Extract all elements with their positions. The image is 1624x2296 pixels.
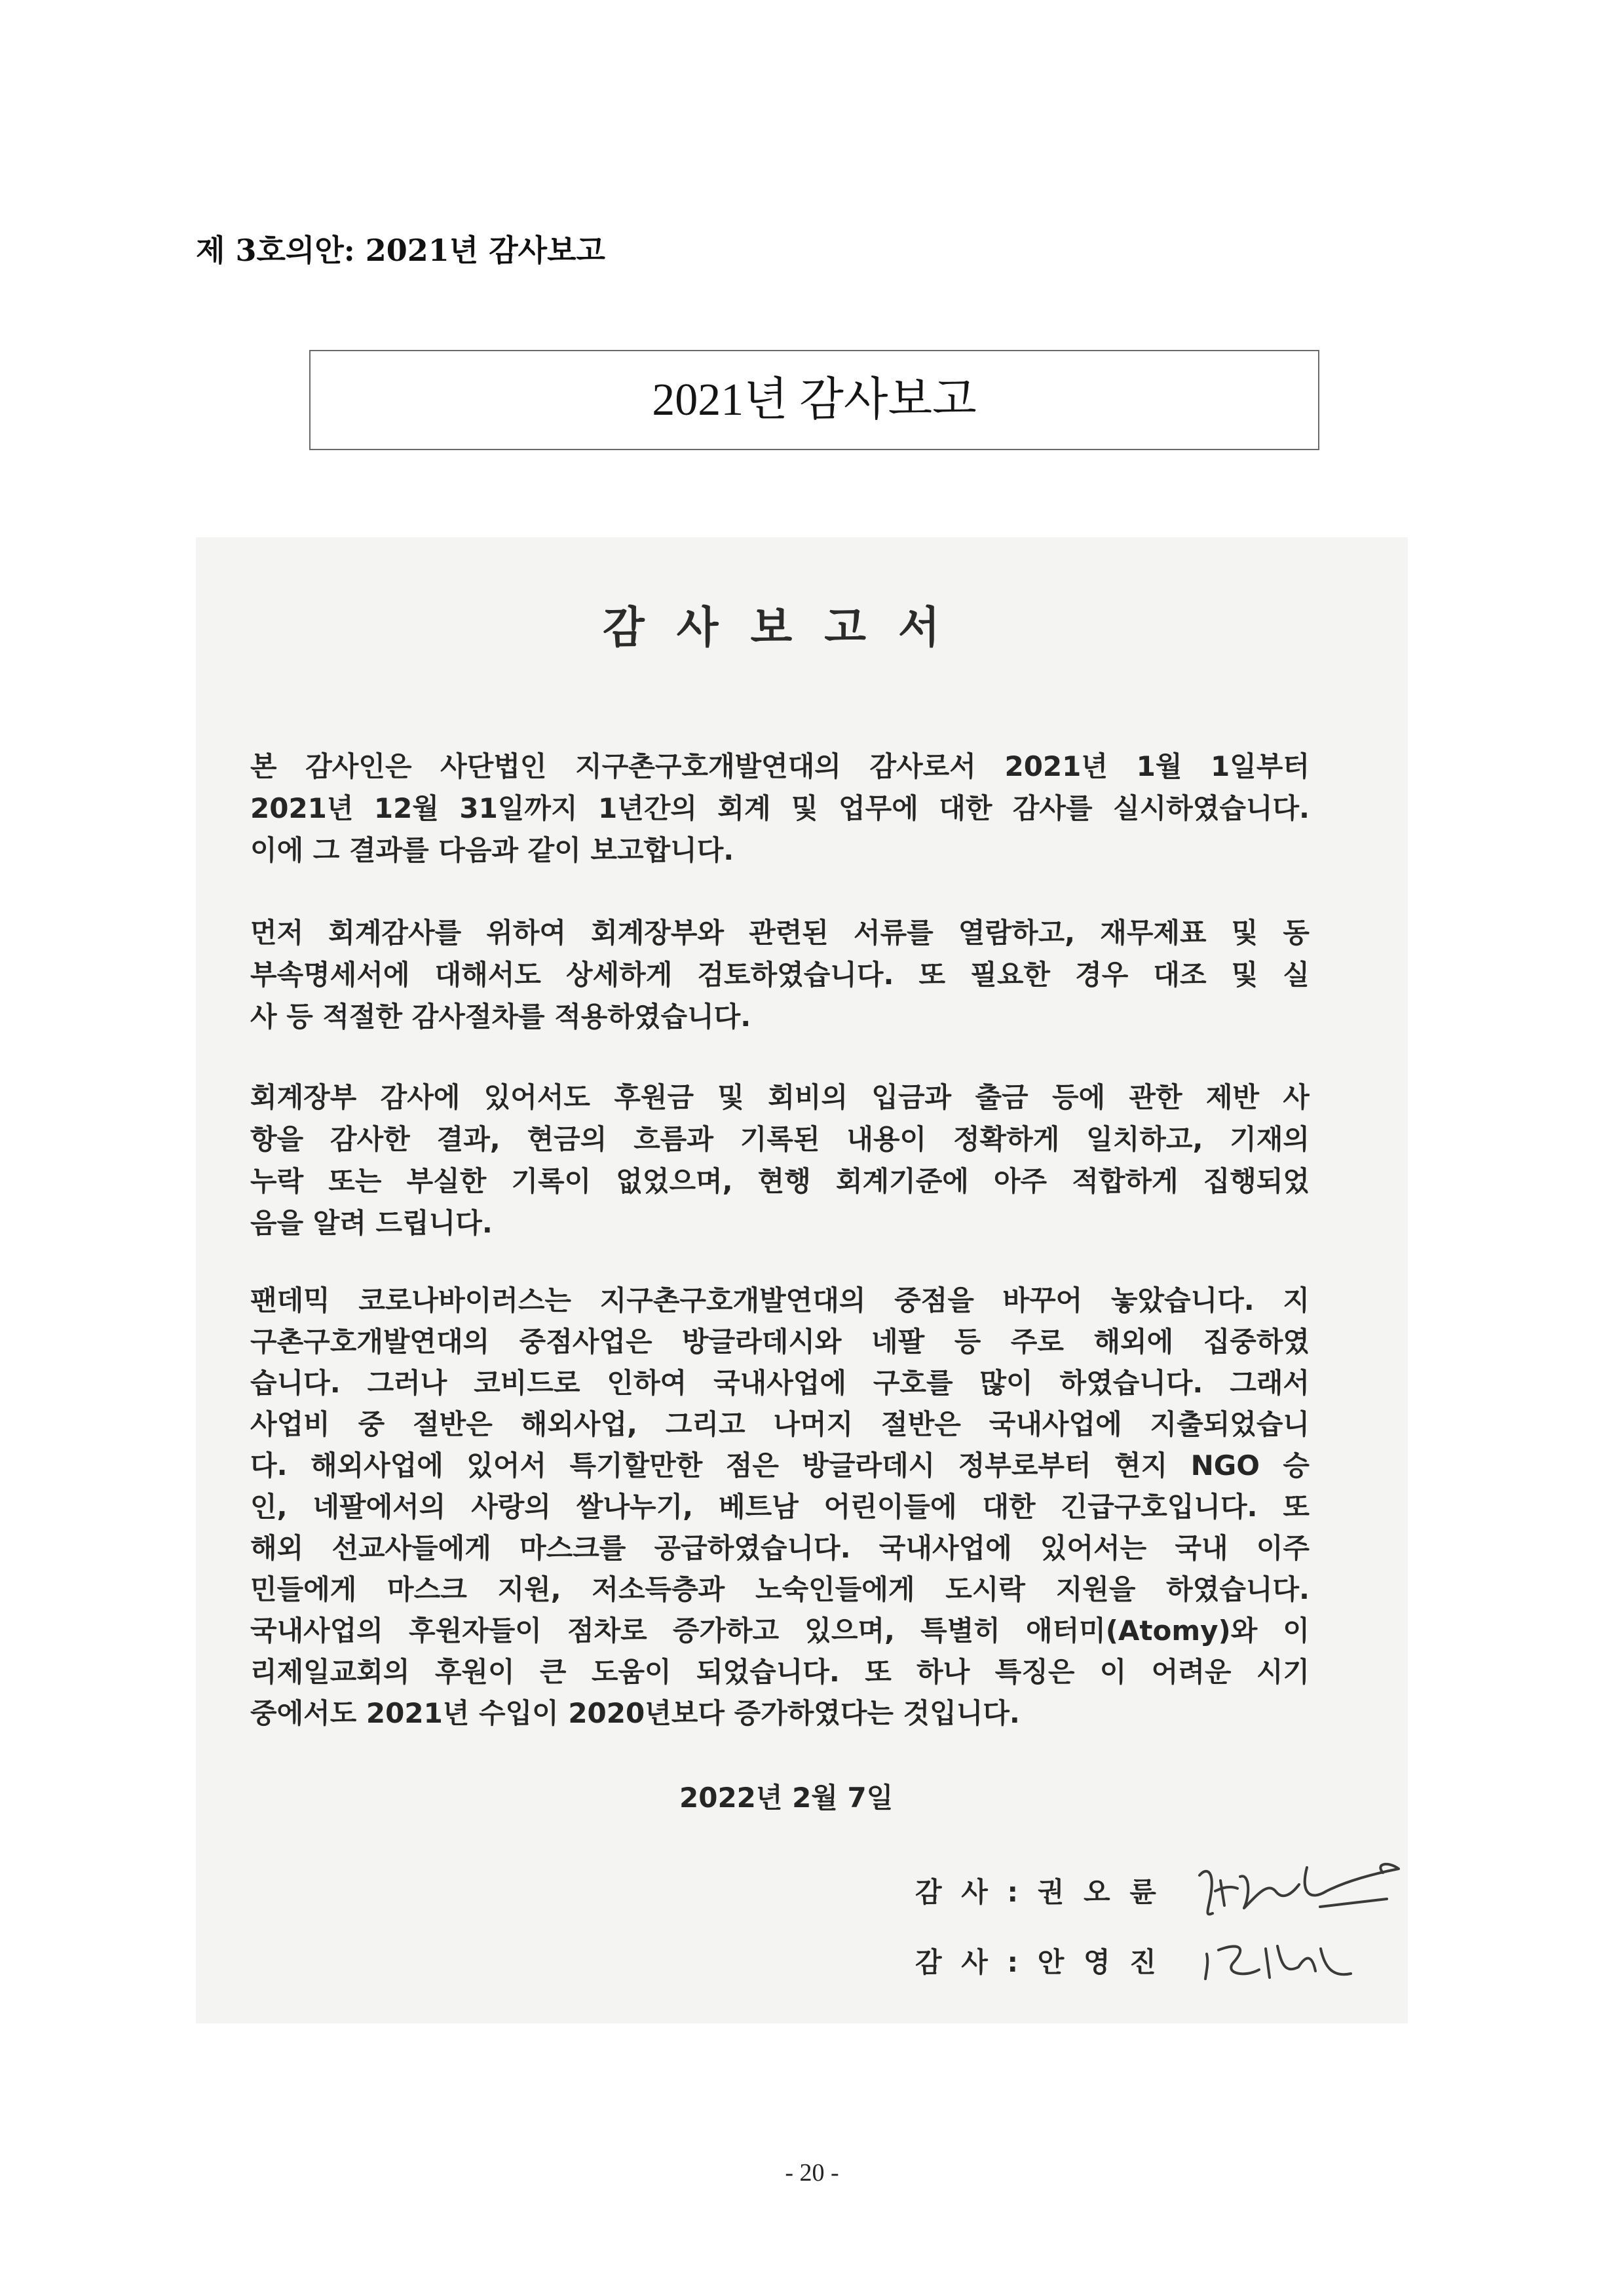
paragraph-line: 습니다. 그러나 코비드로 인하여 국내사업에 구호를 많이 하였습니다. 그래서: [250, 1367, 1310, 1399]
paragraph-line: 인, 네팔에서의 사랑의 쌀나누기, 베트남 어린이들에 대한 긴급구호입니다. 또: [250, 1491, 1310, 1523]
paragraph-line: 다. 해외사업에 있어서 특기할만한 점은 방글라데시 정부로부터 현지 NGO 승: [250, 1449, 1310, 1482]
paragraph-line: 먼저 회계감사를 위하여 회계장부와 관련된 서류를 열람하고, 재무제표 및 동: [250, 917, 1310, 949]
paragraph-line: 중에서도 2021년 수입이 2020년보다 증가하였다는 것입니다.: [250, 1697, 1020, 1729]
report-paragraph-4: [250, 1280, 1310, 1734]
paragraph-line: 사업비 중 절반은 해외사업, 그리고 나머지 절반은 국내사업에 지출되었습니: [250, 1408, 1310, 1440]
auditor-1-label: 감 사 : 권 오 륜: [915, 1876, 1156, 1908]
report-paragraph-2: [250, 912, 1310, 1038]
auditor-2-signature: [1199, 1930, 1356, 1988]
report-paragraph-3: [250, 1077, 1310, 1244]
boxed-title-text: 2021년 감사보고: [652, 374, 977, 425]
paragraph-line: 항을 감사한 결과, 현금의 흐름과 기록된 내용이 정확하게 일치하고, 기재의: [250, 1123, 1310, 1155]
paragraph-line: 2021년 12월 31일까지 1년간의 회계 및 업무에 대한 감사를 실시하였습니다.: [250, 792, 1310, 824]
paragraph-line: 해외 선교사들에게 마스크를 공급하였습니다. 국내사업에 있어서는 국내 이주: [250, 1532, 1310, 1564]
page-number: - 20 -: [785, 2159, 839, 2187]
paragraph-line: 사 등 적절한 감사절차를 적용하였습니다.: [250, 1001, 751, 1033]
auditor-1-signature: [1192, 1853, 1405, 1924]
report-paragraph-1: [250, 746, 1310, 871]
paragraph-line: 음을 알려 드립니다.: [250, 1207, 493, 1239]
boxed-title: [309, 350, 1319, 450]
paragraph-line: 구촌구호개발연대의 중점사업은 방글라데시와 네팔 등 주로 해외에 집중하였: [250, 1326, 1310, 1358]
paragraph-line: 본 감사인은 사단법인 지구촌구호개발연대의 감사로서 2021년 1월 1일부터: [250, 750, 1310, 782]
paragraph-line: 팬데믹 코로나바이러스는 지구촌구호개발연대의 중점을 바꾸어 놓았습니다. 지: [250, 1284, 1310, 1316]
report-date: 2022년 2월 7일: [679, 1782, 894, 1814]
agenda-heading: 제 3호의안: 2021년 감사보고: [196, 233, 605, 268]
report-title: 감 사 보 고 서: [603, 602, 940, 653]
paragraph-line: 회계장부 감사에 있어서도 후원금 및 회비의 입금과 출금 등에 관한 제반 사: [250, 1081, 1310, 1113]
auditor-2-label: 감 사 : 안 영 진: [915, 1946, 1156, 1978]
scanned-audit-report: [196, 537, 1408, 2023]
paragraph-line: 누락 또는 부실한 기록이 없었으며, 현행 회계기준에 아주 적합하게 집행되었: [250, 1165, 1310, 1197]
paragraph-line: 부속명세서에 대해서도 상세하게 검토하였습니다. 또 필요한 경우 대조 및 실: [250, 959, 1310, 991]
paragraph-line: 민들에게 마스크 지원, 저소득층과 노숙인들에게 도시락 지원을 하였습니다.: [250, 1573, 1310, 1605]
paragraph-line: 이에 그 결과를 다음과 같이 보고합니다.: [250, 834, 734, 866]
paragraph-line: 국내사업의 후원자들이 점차로 증가하고 있으며, 특별히 애터미(Atomy)와 이: [250, 1615, 1310, 1647]
paragraph-line: 리제일교회의 후원이 큰 도움이 되었습니다. 또 하나 특징은 이 어려운 시기: [250, 1656, 1310, 1688]
